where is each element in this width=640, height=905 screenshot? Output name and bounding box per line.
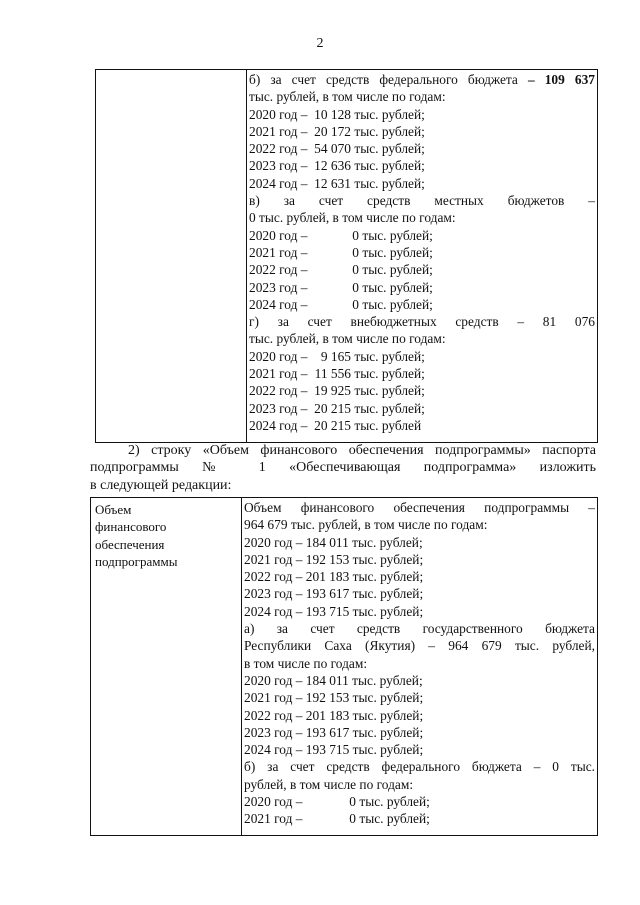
amendment-paragraph (90, 442, 596, 494)
list-item: 2024 год – 0 тыс. рублей; (249, 296, 433, 312)
list-item: 2021 год – 0 тыс. рублей; (244, 811, 430, 827)
list-item: 2022 год – 201 183 тыс. рублей; (244, 707, 424, 723)
list-item: 2020 год – 184 011 тыс. рублей; (244, 672, 423, 688)
paragraph-line: в следующей редакции: (90, 477, 232, 493)
funding-table-continued (95, 69, 598, 443)
local-budget-subheading: 0 тыс. рублей, в том числе по годам: (249, 210, 456, 226)
list-item: 2023 год – 193 617 тыс. рублей; (244, 724, 424, 740)
state-budget-heading: а) за счет средств государственного бюджета (244, 621, 595, 637)
list-item: 2021 год – 192 153 тыс. рублей; (244, 551, 424, 567)
offbudget-subheading: тыс. рублей, в том числе по годам: (249, 331, 446, 347)
table-row (91, 498, 598, 836)
table-cell-label (91, 498, 242, 836)
list-item: 2020 год – 184 011 тыс. рублей; (244, 534, 423, 550)
list-item: 2024 год – 193 715 тыс. рублей; (244, 603, 424, 619)
paragraph-line: подпрограммы № 1 «Обеспечивающая подпрограмма» изложить (90, 460, 596, 476)
list-item: 2023 год – 0 тыс. рублей; (249, 279, 433, 295)
federal-budget-subheading: тыс. рублей, в том числе по годам: (249, 89, 446, 105)
total-heading: Объем финансового обеспечения подпрограммы – (244, 500, 595, 515)
offbudget-heading: г) за счет внебюджетных средств – 81 076 (249, 314, 595, 330)
local-budget-heading: в) за счет средств местных бюджетов – (249, 193, 595, 209)
table-cell-empty (96, 70, 247, 443)
state-budget-subheading: в том числе по годам: (244, 655, 368, 671)
state-budget-heading-cont: Республики Саха (Якутия) – 964 679 тыс. рублей, (244, 638, 595, 654)
list-item: 2023 год – 20 215 тыс. рублей; (249, 400, 425, 416)
list-item: 2024 год – 193 715 тыс. рублей; (244, 742, 424, 758)
list-item: 2024 год – 20 215 тыс. рублей (249, 417, 422, 433)
list-item: 2022 год – 201 183 тыс. рублей; (244, 569, 424, 585)
table-cell-funding-details (247, 70, 598, 443)
list-item: 2021 год – 192 153 тыс. рублей; (244, 690, 424, 706)
list-item: 2022 год – 0 тыс. рублей; (249, 262, 433, 278)
list-item: 2023 год – 12 636 тыс. рублей; (249, 158, 425, 174)
list-item: 2023 год – 193 617 тыс. рублей; (244, 586, 424, 602)
list-item: 2020 год – 0 тыс. рублей; (249, 227, 433, 243)
federal-budget-heading: б) за счет средств федерального бюджета – 0 тыс. (244, 759, 595, 775)
list-item: 2021 год – 11 556 тыс. рублей; (249, 366, 425, 382)
list-item: 2022 год – 19 925 тыс. рублей; (249, 383, 425, 399)
total-subheading: 964 679 тыс. рублей, в том числе по годам: (244, 517, 488, 533)
list-item: 2020 год – 10 128 тыс. рублей; (249, 106, 425, 122)
table-cell-funding-details (242, 498, 598, 836)
paragraph-line: 2) строку «Объем финансового обеспечения подпрограммы» паспорта (128, 443, 596, 458)
funding-table-new (90, 497, 598, 836)
table-row (96, 70, 598, 443)
page-number: 2 (316, 36, 324, 51)
list-item: 2024 год – 12 631 тыс. рублей; (249, 175, 425, 191)
list-item: 2021 год – 0 тыс. рублей; (249, 244, 433, 260)
list-item: 2021 год – 20 172 тыс. рублей; (249, 123, 425, 139)
federal-budget-subheading: рублей, в том числе по годам: (244, 776, 414, 792)
list-item: 2022 год – 54 070 тыс. рублей; (249, 141, 425, 157)
list-item: 2020 год – 9 165 тыс. рублей; (249, 348, 425, 364)
row-label: Объем финансового обеспечения подпрограммы (95, 502, 178, 569)
federal-budget-heading: б) за счет средств федерального бюджета – 109 637 (249, 72, 595, 87)
list-item: 2020 год – 0 тыс. рублей; (244, 794, 430, 810)
